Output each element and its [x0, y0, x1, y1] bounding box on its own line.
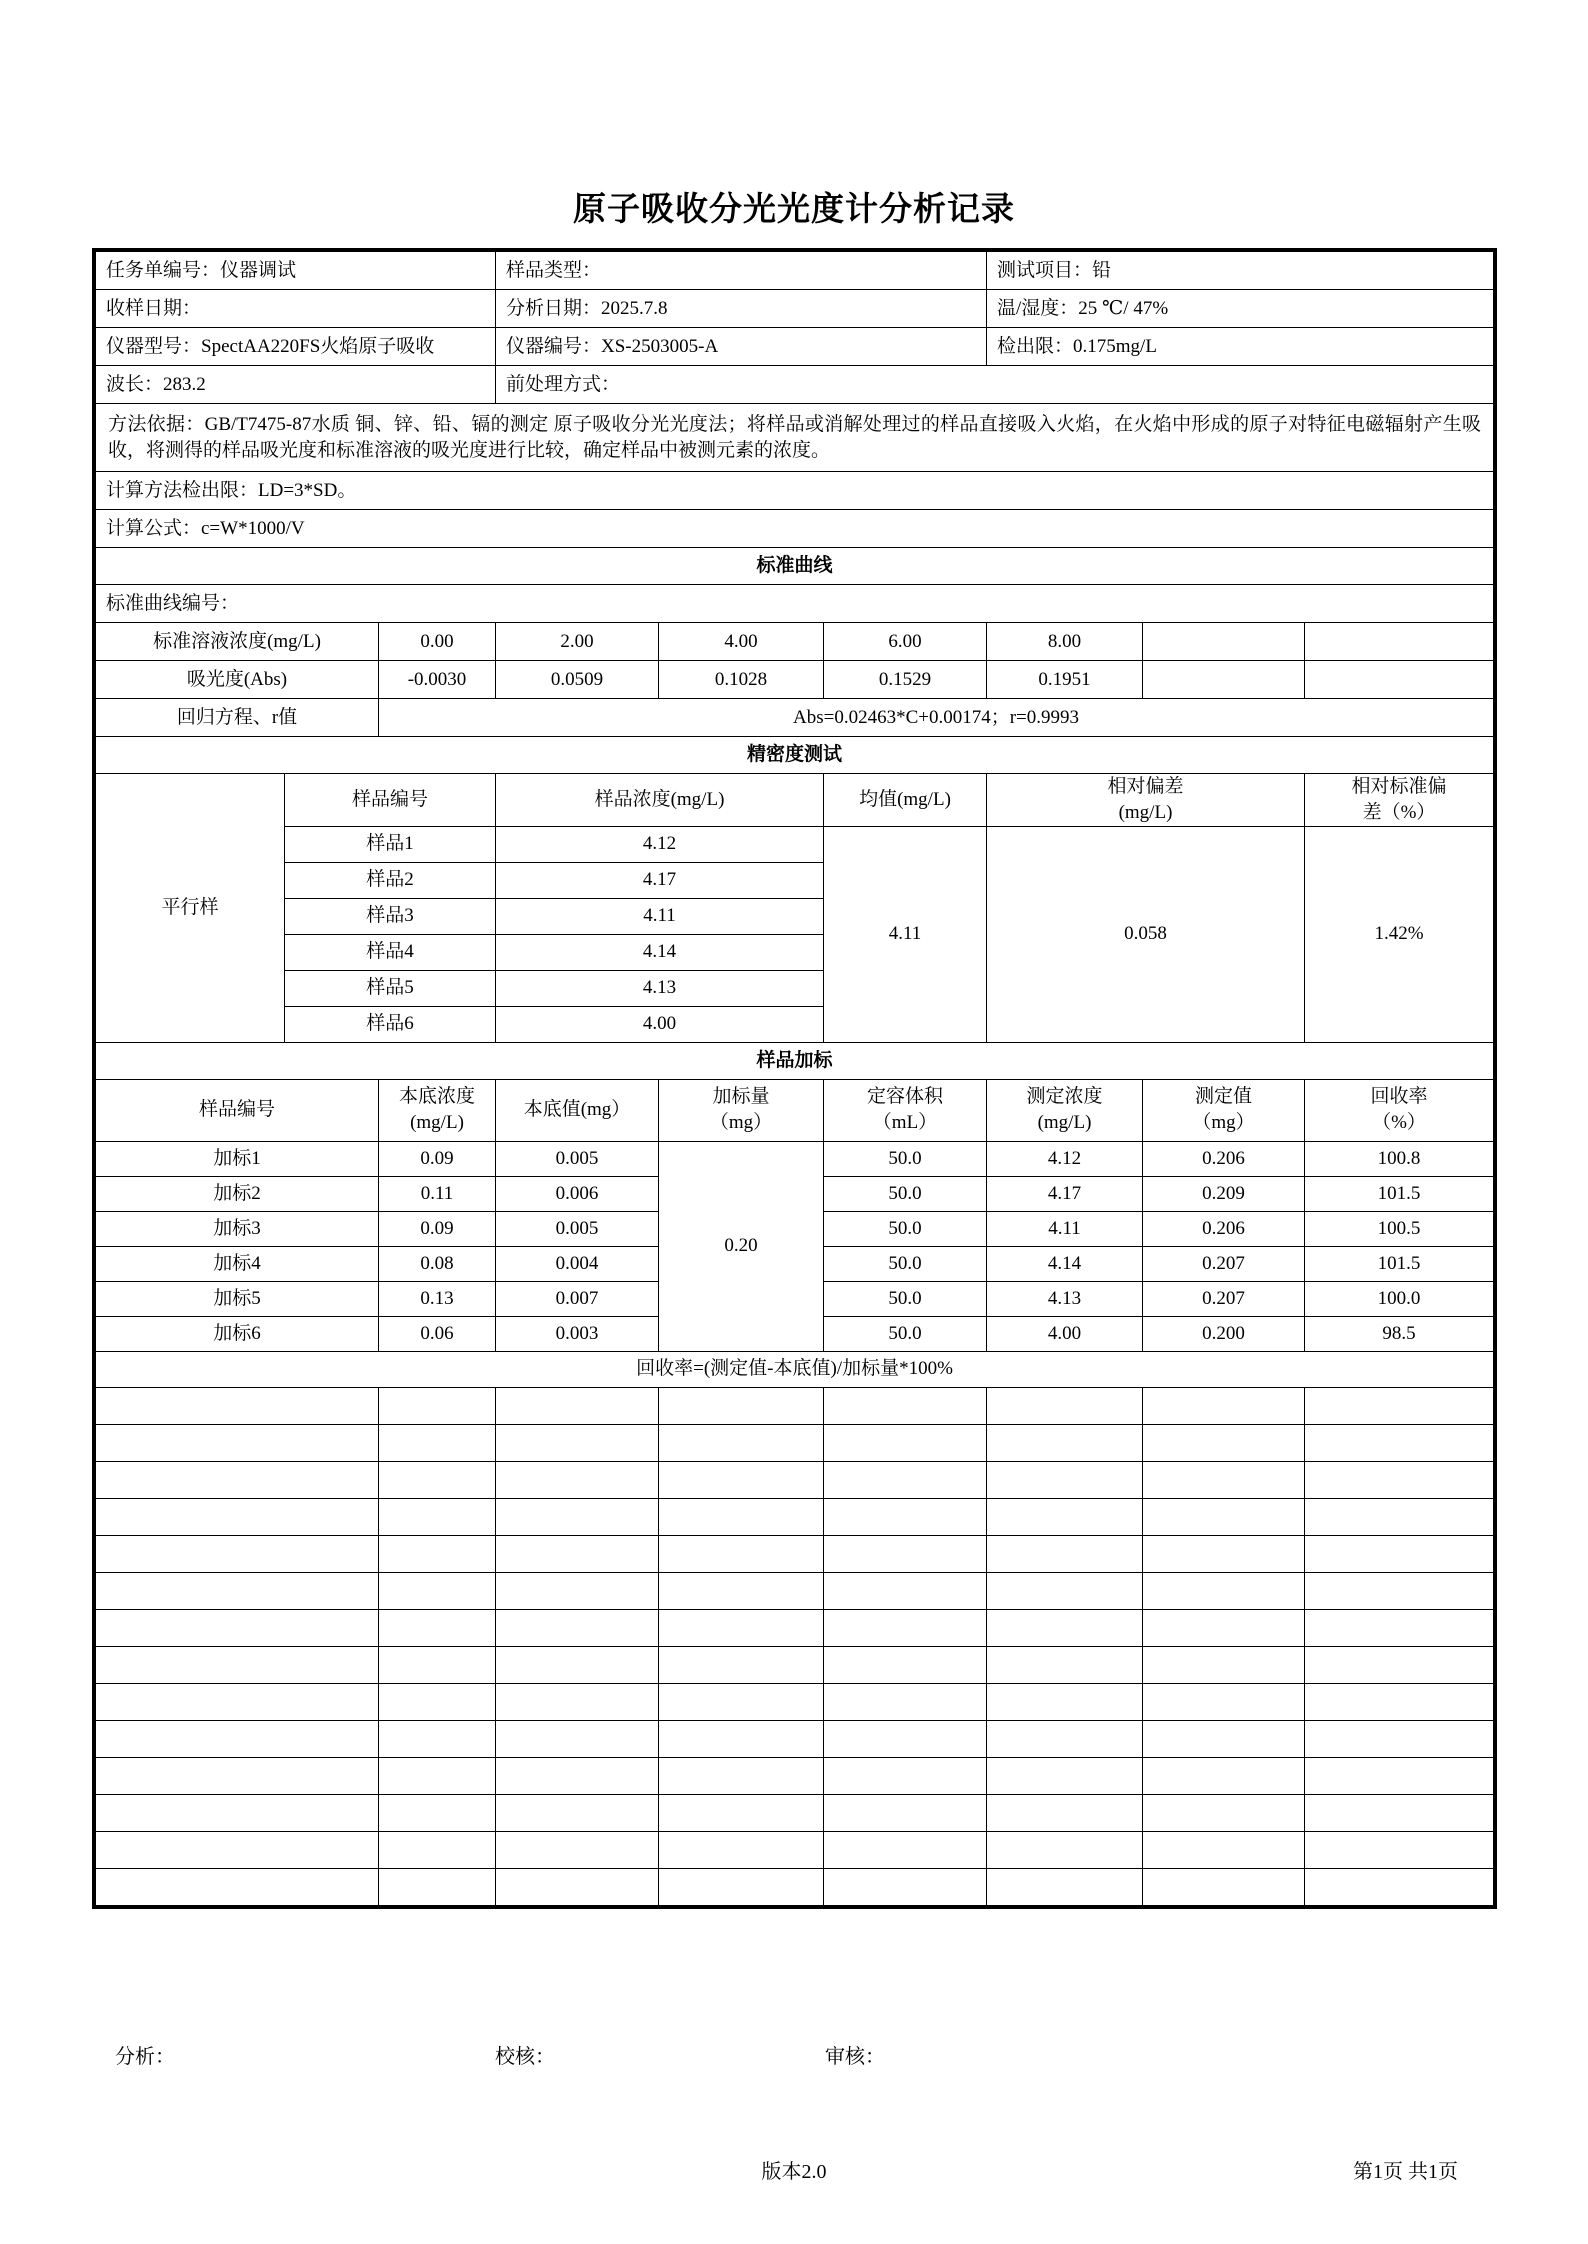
blank-cell	[496, 1683, 659, 1720]
blank-cell	[659, 1868, 824, 1905]
precision-sample-no: 样品4	[285, 934, 496, 970]
precision-sample-conc: 4.17	[496, 862, 824, 898]
empty-rows-body	[96, 1387, 1494, 1905]
precision-header-row	[96, 774, 1494, 826]
rsd-line-1: 相对标准偏	[1351, 776, 1447, 798]
blank-cell	[1143, 1387, 1305, 1424]
standard-curve-section-row	[96, 548, 1494, 585]
blank-table-row	[96, 1572, 1494, 1609]
spike-sample-no: 加标6	[96, 1316, 379, 1351]
precision-header-sample-conc: 样品浓度(mg/L)	[496, 774, 824, 826]
receive-date-cell	[96, 290, 496, 328]
blank-table-row	[96, 1794, 1494, 1831]
spike-sample-no: 加标4	[96, 1246, 379, 1281]
detection-limit-calc: 计算方法检出限：LD=3*SD。	[96, 472, 1494, 510]
spike-base-value: 0.006	[496, 1176, 659, 1211]
curve-no-row	[96, 585, 1494, 623]
precision-mean: 4.11	[824, 826, 987, 1042]
blank-cell	[96, 1387, 379, 1424]
blank-cell	[659, 1720, 824, 1757]
spike-amt-line-2: （mg）	[709, 1112, 773, 1134]
blank-cell	[1143, 1831, 1305, 1868]
blank-cell	[659, 1757, 824, 1794]
precision-sample-conc: 4.11	[496, 898, 824, 934]
blank-cell	[987, 1461, 1143, 1498]
blank-cell	[987, 1535, 1143, 1572]
blank-cell	[987, 1609, 1143, 1646]
spike-header-meas-conc	[987, 1079, 1143, 1141]
version-label: 版本2.0	[761, 2161, 827, 2183]
blank-table-row	[96, 1535, 1494, 1572]
blank-cell	[379, 1683, 496, 1720]
absorbance-row	[96, 661, 1494, 699]
spike-header-base-value: 本底值(mg）	[496, 1079, 659, 1141]
pretreatment-label: 前处理方式：	[506, 373, 621, 395]
spike-volume: 50.0	[824, 1281, 987, 1316]
precision-sample-no: 样品3	[285, 898, 496, 934]
analyst-signature-label: 分析：	[115, 2046, 175, 2068]
recovery-line-1: 回收率	[1370, 1086, 1428, 1108]
blank-cell	[96, 1683, 379, 1720]
blank-cell	[496, 1387, 659, 1424]
blank-cell	[659, 1424, 824, 1461]
formula-row	[96, 510, 1494, 548]
spike-header-recovery	[1305, 1079, 1494, 1141]
spike-volume: 50.0	[824, 1141, 987, 1176]
blank-cell	[379, 1868, 496, 1905]
spike-meas-conc: 4.13	[987, 1281, 1143, 1316]
conc-value-2: 4.00	[659, 623, 824, 661]
spike-sample-no: 加标1	[96, 1141, 379, 1176]
precision-header-rsd	[1305, 774, 1494, 826]
spike-meas-value: 0.207	[1143, 1281, 1305, 1316]
meas-value-line-1: 测定值	[1194, 1086, 1252, 1108]
page-number-label: 第1页 共1页	[1353, 2161, 1458, 2183]
blank-cell	[987, 1387, 1143, 1424]
blank-cell	[379, 1757, 496, 1794]
conc-value-6	[1305, 623, 1494, 661]
meas-conc-line-1: 测定浓度	[1026, 1086, 1103, 1108]
blank-cell	[659, 1387, 824, 1424]
spike-base-value: 0.007	[496, 1281, 659, 1316]
spike-meas-conc: 4.17	[987, 1176, 1143, 1211]
spike-header-volume	[824, 1079, 987, 1141]
blank-cell	[659, 1794, 824, 1831]
regression-row	[96, 699, 1494, 737]
blank-cell	[824, 1609, 987, 1646]
spike-recovery: 100.8	[1305, 1141, 1494, 1176]
blank-cell	[96, 1535, 379, 1572]
blank-cell	[496, 1794, 659, 1831]
precision-sample-conc: 4.13	[496, 970, 824, 1006]
temp-humidity-label: 温/湿度：	[997, 297, 1079, 319]
base-conc-line-2: (mg/L)	[410, 1112, 464, 1134]
spike-volume: 50.0	[824, 1316, 987, 1351]
conc-value-1: 2.00	[496, 623, 659, 661]
blank-cell	[824, 1720, 987, 1757]
task-no-label: 任务单编号：	[106, 259, 221, 281]
regression-value: Abs=0.02463*C+0.00174；r=0.9993	[379, 699, 1494, 737]
method-text: 方法依据：GB/T7475-87水质 铜、锌、铅、镉的测定 原子吸收分光光度法；将样品或消解处理过的样品直接吸入火焰，在火焰中形成的原子对特征电磁辐射产生吸收，将测得的样品吸光度和标准溶液的吸光度进行比较，确定样品中被测元素的浓度。	[96, 404, 1494, 472]
blank-cell	[824, 1646, 987, 1683]
blank-cell	[824, 1424, 987, 1461]
blank-cell	[379, 1461, 496, 1498]
blank-cell	[1143, 1424, 1305, 1461]
blank-cell	[659, 1572, 824, 1609]
blank-table-row	[96, 1757, 1494, 1794]
instrument-model-value: SpectAA220FS火焰原子吸收	[201, 335, 435, 357]
blank-cell	[1143, 1868, 1305, 1905]
blank-cell	[96, 1868, 379, 1905]
blank-cell	[496, 1535, 659, 1572]
precision-group-label: 平行样	[96, 774, 285, 1042]
blank-cell	[496, 1868, 659, 1905]
precision-section-row	[96, 737, 1494, 774]
precision-sample-no: 样品2	[285, 862, 496, 898]
blank-table-row	[96, 1683, 1494, 1720]
spike-header-meas-value	[1143, 1079, 1305, 1141]
precision-sample-conc: 4.00	[496, 1006, 824, 1042]
blank-cell	[659, 1609, 824, 1646]
blank-cell	[824, 1831, 987, 1868]
blank-table-row	[96, 1498, 1494, 1535]
blank-cell	[659, 1461, 824, 1498]
blank-cell	[379, 1646, 496, 1683]
spike-header-base-conc	[379, 1079, 496, 1141]
conc-row-label: 标准溶液浓度(mg/L)	[96, 623, 379, 661]
blank-cell	[659, 1535, 824, 1572]
blank-cell	[379, 1794, 496, 1831]
blank-cell	[96, 1609, 379, 1646]
precision-header-rel-dev	[987, 774, 1305, 826]
temp-humidity-value: 25 ℃/ 47%	[1078, 297, 1169, 319]
precision-sample-no: 样品6	[285, 1006, 496, 1042]
blank-table-row	[96, 1831, 1494, 1868]
blank-cell	[379, 1535, 496, 1572]
spike-amount: 0.20	[659, 1141, 824, 1351]
test-item-value: 铅	[1092, 259, 1112, 281]
blank-cell	[1305, 1646, 1494, 1683]
blank-cell	[379, 1831, 496, 1868]
blank-cell	[1143, 1461, 1305, 1498]
blank-cell	[987, 1424, 1143, 1461]
blank-cell	[496, 1609, 659, 1646]
spike-section-row	[96, 1042, 1494, 1079]
spike-meas-value: 0.207	[1143, 1246, 1305, 1281]
curve-no-cell	[96, 585, 1494, 623]
blank-cell	[496, 1720, 659, 1757]
abs-value-5	[1143, 661, 1305, 699]
task-no-value: 仪器调试	[220, 259, 297, 281]
blank-cell	[824, 1498, 987, 1535]
spike-header-row	[96, 1079, 1494, 1141]
blank-cell	[1305, 1609, 1494, 1646]
blank-cell	[1305, 1535, 1494, 1572]
blank-cell	[96, 1461, 379, 1498]
calc-formula: 计算公式：c=W*1000/V	[96, 510, 1494, 548]
blank-cell	[1305, 1683, 1494, 1720]
spike-sample-no: 加标2	[96, 1176, 379, 1211]
spike-recovery: 101.5	[1305, 1246, 1494, 1281]
test-item-cell	[987, 252, 1494, 290]
spike-base-conc: 0.09	[379, 1141, 496, 1176]
blank-table-row	[96, 1424, 1494, 1461]
spike-meas-value: 0.209	[1143, 1176, 1305, 1211]
blank-table-row	[96, 1387, 1494, 1424]
header-row-wavelength	[96, 366, 1494, 404]
blank-cell	[1143, 1572, 1305, 1609]
blank-cell	[1305, 1424, 1494, 1461]
blank-cell	[1143, 1683, 1305, 1720]
blank-table-row	[96, 1868, 1494, 1905]
conc-value-4: 8.00	[987, 623, 1143, 661]
meas-conc-line-2: (mg/L)	[1037, 1112, 1092, 1134]
precision-header-sample-no: 样品编号	[285, 774, 496, 826]
spike-meas-value: 0.200	[1143, 1316, 1305, 1351]
standard-curve-title: 标准曲线	[96, 548, 1494, 585]
blank-cell	[824, 1868, 987, 1905]
precision-rsd: 1.42%	[1305, 826, 1494, 1042]
blank-cell	[1305, 1868, 1494, 1905]
blank-cell	[379, 1572, 496, 1609]
blank-cell	[987, 1720, 1143, 1757]
recovery-formula-row	[96, 1351, 1494, 1387]
meas-value-line-2: （mg）	[1192, 1112, 1255, 1134]
blank-cell	[659, 1646, 824, 1683]
blank-cell	[659, 1498, 824, 1535]
blank-table-row	[96, 1461, 1494, 1498]
analysis-record-table	[95, 251, 1494, 1906]
header-row-task	[96, 252, 1494, 290]
precision-data-row	[96, 826, 1494, 862]
blank-cell	[96, 1498, 379, 1535]
detection-limit-label: 检出限：	[997, 335, 1074, 357]
recovery-line-2: （%）	[1372, 1112, 1426, 1134]
blank-cell	[96, 1757, 379, 1794]
blank-cell	[824, 1572, 987, 1609]
pretreatment-cell	[496, 366, 1494, 404]
blank-cell	[659, 1831, 824, 1868]
concentration-row	[96, 623, 1494, 661]
spike-base-conc: 0.06	[379, 1316, 496, 1351]
spike-recovery: 98.5	[1305, 1316, 1494, 1351]
blank-cell	[96, 1572, 379, 1609]
blank-cell	[1305, 1461, 1494, 1498]
blank-cell	[1305, 1757, 1494, 1794]
blank-cell	[987, 1572, 1143, 1609]
detection-limit-value: 0.175mg/L	[1073, 335, 1157, 357]
blank-cell	[987, 1757, 1143, 1794]
volume-line-1: 定容体积	[866, 1086, 943, 1108]
instrument-model-label: 仪器型号：	[106, 335, 202, 357]
blank-cell	[1143, 1757, 1305, 1794]
sample-type-label: 样品类型：	[506, 259, 602, 281]
spike-sample-no: 加标3	[96, 1211, 379, 1246]
instrument-no-label: 仪器编号：	[506, 335, 602, 357]
wavelength-label: 波长：	[106, 373, 164, 395]
blank-table-row	[96, 1609, 1494, 1646]
analysis-date-label: 分析日期：	[506, 297, 602, 319]
blank-cell	[987, 1794, 1143, 1831]
blank-cell	[1305, 1831, 1494, 1868]
blank-cell	[96, 1794, 379, 1831]
spike-base-value: 0.004	[496, 1246, 659, 1281]
blank-cell	[96, 1424, 379, 1461]
blank-cell	[96, 1831, 379, 1868]
detection-limit-calc-row	[96, 472, 1494, 510]
spike-sample-no: 加标5	[96, 1281, 379, 1316]
blank-cell	[1305, 1387, 1494, 1424]
abs-value-1: 0.0509	[496, 661, 659, 699]
rsd-line-2: 差（%）	[1362, 801, 1436, 823]
blank-cell	[824, 1683, 987, 1720]
detection-limit-cell	[987, 328, 1494, 366]
receive-date-label: 收样日期：	[106, 297, 202, 319]
recovery-formula: 回收率=(测定值-本底值)/加标量*100%	[96, 1351, 1494, 1387]
precision-sample-no: 样品5	[285, 970, 496, 1006]
rel-dev-line-2: (mg/L)	[1118, 801, 1173, 823]
volume-line-2: （mL）	[872, 1112, 938, 1134]
blank-cell	[96, 1720, 379, 1757]
spike-volume: 50.0	[824, 1176, 987, 1211]
blank-cell	[987, 1646, 1143, 1683]
blank-cell	[987, 1831, 1143, 1868]
spike-recovery: 100.5	[1305, 1211, 1494, 1246]
analysis-date-value: 2025.7.8	[601, 297, 668, 319]
regression-label: 回归方程、r值	[96, 699, 379, 737]
blank-cell	[496, 1572, 659, 1609]
sample-type-cell	[496, 252, 987, 290]
blank-cell	[1143, 1794, 1305, 1831]
conc-value-3: 6.00	[824, 623, 987, 661]
blank-cell	[824, 1535, 987, 1572]
spike-meas-conc: 4.14	[987, 1246, 1143, 1281]
spike-base-conc: 0.13	[379, 1281, 496, 1316]
curve-no-label: 标准曲线编号：	[106, 592, 240, 614]
abs-row-label: 吸光度(Abs)	[96, 661, 379, 699]
base-conc-line-1: 本底浓度	[398, 1086, 475, 1108]
blank-cell	[987, 1868, 1143, 1905]
spike-meas-conc: 4.12	[987, 1141, 1143, 1176]
abs-value-4: 0.1951	[987, 661, 1143, 699]
spike-meas-value: 0.206	[1143, 1141, 1305, 1176]
spike-header-sample-no: 样品编号	[96, 1079, 379, 1141]
abs-value-0: -0.0030	[379, 661, 496, 699]
spike-meas-conc: 4.11	[987, 1211, 1143, 1246]
blank-table-row	[96, 1720, 1494, 1757]
blank-cell	[1143, 1609, 1305, 1646]
wavelength-cell	[96, 366, 496, 404]
spike-base-conc: 0.09	[379, 1211, 496, 1246]
blank-cell	[659, 1683, 824, 1720]
spike-title: 样品加标	[96, 1042, 1494, 1079]
blank-cell	[496, 1424, 659, 1461]
blank-cell	[496, 1646, 659, 1683]
spike-recovery: 101.5	[1305, 1176, 1494, 1211]
blank-cell	[824, 1461, 987, 1498]
blank-cell	[379, 1609, 496, 1646]
spike-base-conc: 0.11	[379, 1176, 496, 1211]
blank-cell	[496, 1498, 659, 1535]
task-no-cell	[96, 252, 496, 290]
precision-sample-conc: 4.12	[496, 826, 824, 862]
precision-title: 精密度测试	[96, 737, 1494, 774]
conc-value-5	[1143, 623, 1305, 661]
test-item-label: 测试项目：	[997, 259, 1093, 281]
page-title: 原子吸收分光光度计分析记录	[573, 192, 1015, 228]
spike-volume: 50.0	[824, 1246, 987, 1281]
header-row-instrument	[96, 328, 1494, 366]
blank-cell	[379, 1498, 496, 1535]
precision-header-mean: 均值(mg/L)	[824, 774, 987, 826]
header-row-dates	[96, 290, 1494, 328]
analysis-date-cell	[496, 290, 987, 328]
checker-signature-label: 校核：	[495, 2046, 555, 2068]
spike-recovery: 100.0	[1305, 1281, 1494, 1316]
blank-cell	[1305, 1794, 1494, 1831]
abs-value-3: 0.1529	[824, 661, 987, 699]
spike-amt-line-1: 加标量	[712, 1086, 770, 1108]
blank-cell	[824, 1757, 987, 1794]
blank-cell	[987, 1683, 1143, 1720]
temp-humidity-cell	[987, 290, 1494, 328]
instrument-no-value: XS-2503005-A	[601, 335, 719, 357]
spike-base-conc: 0.08	[379, 1246, 496, 1281]
spike-meas-value: 0.206	[1143, 1211, 1305, 1246]
reviewer-signature-label: 审核：	[825, 2046, 885, 2068]
method-row	[96, 404, 1494, 472]
spike-base-value: 0.005	[496, 1211, 659, 1246]
spike-header-spike-amount	[659, 1079, 824, 1141]
blank-table-row	[96, 1646, 1494, 1683]
instrument-model-cell	[96, 328, 496, 366]
rel-dev-line-1: 相对偏差	[1107, 776, 1184, 798]
blank-cell	[1305, 1720, 1494, 1757]
precision-rel-dev: 0.058	[987, 826, 1305, 1042]
blank-cell	[96, 1646, 379, 1683]
blank-cell	[496, 1831, 659, 1868]
blank-cell	[379, 1424, 496, 1461]
precision-sample-conc: 4.14	[496, 934, 824, 970]
blank-cell	[496, 1757, 659, 1794]
conc-value-0: 0.00	[379, 623, 496, 661]
abs-value-6	[1305, 661, 1494, 699]
instrument-no-cell	[496, 328, 987, 366]
blank-cell	[1305, 1572, 1494, 1609]
wavelength-value: 283.2	[163, 373, 206, 395]
blank-cell	[1305, 1498, 1494, 1535]
abs-value-2: 0.1028	[659, 661, 824, 699]
spike-base-value: 0.005	[496, 1141, 659, 1176]
blank-cell	[496, 1461, 659, 1498]
blank-cell	[1143, 1646, 1305, 1683]
spike-volume: 50.0	[824, 1211, 987, 1246]
spike-meas-conc: 4.00	[987, 1316, 1143, 1351]
blank-cell	[1143, 1498, 1305, 1535]
spike-base-value: 0.003	[496, 1316, 659, 1351]
blank-cell	[987, 1498, 1143, 1535]
blank-cell	[1143, 1535, 1305, 1572]
blank-cell	[379, 1387, 496, 1424]
blank-cell	[379, 1720, 496, 1757]
spike-data-row	[96, 1141, 1494, 1176]
blank-cell	[824, 1794, 987, 1831]
precision-sample-no: 样品1	[285, 826, 496, 862]
blank-cell	[824, 1387, 987, 1424]
blank-cell	[1143, 1720, 1305, 1757]
